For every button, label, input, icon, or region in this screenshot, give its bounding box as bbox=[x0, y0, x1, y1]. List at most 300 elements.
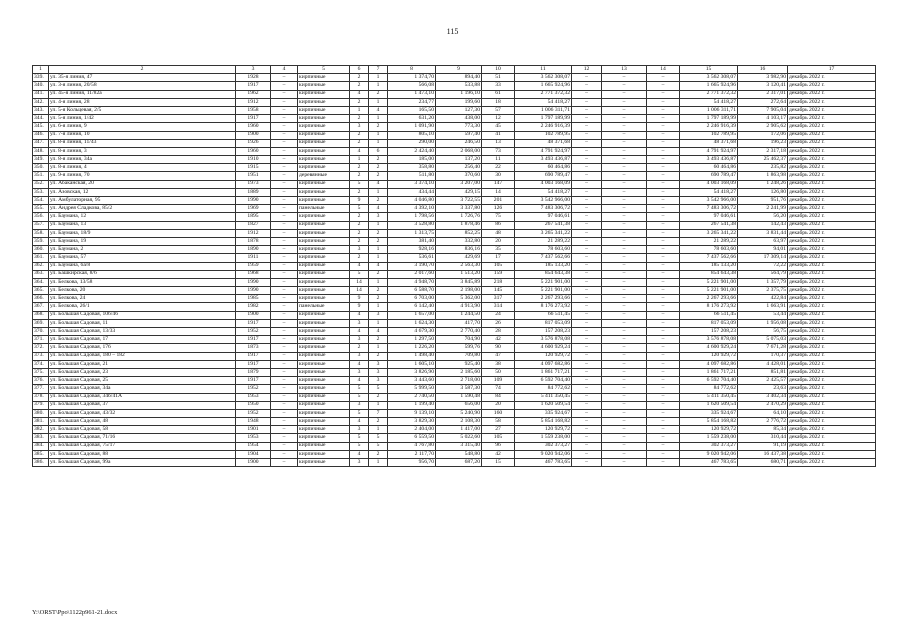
col-4-cell: – bbox=[271, 426, 298, 434]
row-number-cell: 346. bbox=[33, 131, 49, 139]
col-4-cell: – bbox=[271, 352, 298, 360]
total-area-cell: 3 528,80 bbox=[388, 221, 436, 229]
living-area-cell: 548,80 bbox=[436, 450, 482, 458]
wall-material-cell: кирпичные bbox=[298, 156, 350, 164]
entrances-cell: 2 bbox=[369, 237, 388, 245]
specific-cost-cell: 4 103,17 bbox=[738, 115, 788, 123]
deadline-cell: декабрь 2022 г. bbox=[788, 295, 876, 303]
cost-cell: 4 003 168,09 bbox=[515, 180, 572, 188]
cost-cell: 4 097 682,86 bbox=[515, 360, 572, 368]
address-cell: ул. 8-я линия, 34а bbox=[49, 156, 236, 164]
total-cost-cell: 2 246 916,39 bbox=[680, 123, 738, 131]
col-13-cell: – bbox=[602, 336, 647, 344]
cost-cell: 5 221 901,00 bbox=[515, 278, 572, 286]
col-13-cell: – bbox=[602, 401, 647, 409]
specific-cost-cell: 680,71 bbox=[738, 459, 788, 467]
floors-cell: 2 bbox=[350, 237, 369, 245]
year-built-cell: 1928 bbox=[236, 74, 271, 82]
total-area-cell: 2 404,00 bbox=[388, 426, 436, 434]
residents-cell: 14 bbox=[482, 188, 515, 196]
row-number-cell: 369. bbox=[33, 319, 49, 327]
entrances-cell: 2 bbox=[369, 164, 388, 172]
table-row bbox=[33, 147, 876, 155]
address-cell: ул. Большая Садовая, 17 bbox=[49, 336, 236, 344]
specific-cost-cell: 16 437,38 bbox=[738, 450, 788, 458]
address-cell: ул. Белкова, 20 bbox=[49, 287, 236, 295]
residents-cell: 11 bbox=[482, 156, 515, 164]
entrances-cell: 1 bbox=[369, 254, 388, 262]
floors-cell: 9 bbox=[350, 197, 369, 205]
total-area-cell: 1 313,75 bbox=[388, 229, 436, 237]
column-number: 16 bbox=[738, 66, 788, 74]
living-area-cell: 3 722,55 bbox=[436, 197, 482, 205]
total-cost-cell: 1 559 238,00 bbox=[680, 434, 738, 442]
col-13-cell: – bbox=[602, 156, 647, 164]
cost-cell: 48 371,68 bbox=[515, 139, 572, 147]
living-area-cell: 5 022,60 bbox=[436, 434, 482, 442]
col-4-cell: – bbox=[271, 213, 298, 221]
living-area-cell: 2 718,00 bbox=[436, 377, 482, 385]
living-area-cell: 2 770,40 bbox=[436, 328, 482, 336]
year-built-cell: 1953 bbox=[236, 434, 271, 442]
specific-cost-cell: 170,37 bbox=[738, 352, 788, 360]
living-area-cell: 3 207,00 bbox=[436, 180, 482, 188]
col-4-cell: – bbox=[271, 368, 298, 376]
specific-cost-cell: 422,84 bbox=[738, 295, 788, 303]
table-row bbox=[33, 213, 876, 221]
living-area-cell: 3 337,80 bbox=[436, 205, 482, 213]
deadline-cell: декабрь 2022 г. bbox=[788, 393, 876, 401]
row-number-cell: 380. bbox=[33, 409, 49, 417]
residents-cell: 50 bbox=[482, 368, 515, 376]
residents-cell: 314 bbox=[482, 303, 515, 311]
row-number-cell: 343. bbox=[33, 106, 49, 114]
row-number-cell: 386. bbox=[33, 459, 49, 467]
entrances-cell: 2 bbox=[369, 172, 388, 180]
wall-material-cell: кирпичные bbox=[298, 98, 350, 106]
cost-cell: 1 006 311,71 bbox=[515, 106, 572, 114]
total-cost-cell: 157 208,23 bbox=[680, 328, 738, 336]
wall-material-cell: кирпичные bbox=[298, 180, 350, 188]
deadline-cell: декабрь 2022 г. bbox=[788, 98, 876, 106]
col-13-cell: – bbox=[602, 418, 647, 426]
total-area-cell: 1 624,30 bbox=[388, 319, 436, 327]
col-12-cell: – bbox=[572, 90, 602, 98]
deadline-cell: декабрь 2022 г. bbox=[788, 287, 876, 295]
floors-cell: 9 bbox=[350, 303, 369, 311]
address-cell: ул. Большая Садовая, 58 bbox=[49, 426, 236, 434]
col-4-cell: – bbox=[271, 156, 298, 164]
total-area-cell: 1 798,56 bbox=[388, 213, 436, 221]
year-built-cell: 1889 bbox=[236, 188, 271, 196]
col-13-cell: – bbox=[602, 254, 647, 262]
column-number: 10 bbox=[482, 66, 515, 74]
total-cost-cell: 335 924,67 bbox=[680, 409, 738, 417]
table-row bbox=[33, 278, 876, 286]
table-row bbox=[33, 254, 876, 262]
total-area-cell: 1 374,70 bbox=[388, 74, 436, 82]
row-number-cell: 350. bbox=[33, 164, 49, 172]
total-area-cell: 1 226,20 bbox=[388, 344, 436, 352]
col-14-cell: – bbox=[647, 221, 680, 229]
specific-cost-cell: 3 831,44 bbox=[738, 229, 788, 237]
floors-cell: 3 bbox=[350, 459, 369, 467]
total-cost-cell: 5 221 901,00 bbox=[680, 287, 738, 295]
total-cost-cell: 78 603,60 bbox=[680, 246, 738, 254]
col-4-cell: – bbox=[271, 246, 298, 254]
col-14-cell: – bbox=[647, 237, 680, 245]
entrances-cell: 1 bbox=[369, 401, 388, 409]
entrances-cell: 1 bbox=[369, 278, 388, 286]
col-12-cell: – bbox=[572, 336, 602, 344]
entrances-cell: 5 bbox=[369, 434, 388, 442]
col-14-cell: – bbox=[647, 106, 680, 114]
cost-cell: 1 559 238,00 bbox=[515, 434, 572, 442]
wall-material-cell: кирпичные bbox=[298, 237, 350, 245]
total-cost-cell: 84 772,62 bbox=[680, 385, 738, 393]
col-13-cell: – bbox=[602, 442, 647, 450]
cost-cell: 2 246 916,39 bbox=[515, 123, 572, 131]
total-cost-cell: 467 783,65 bbox=[680, 459, 738, 467]
specific-cost-cell: 2 905,62 bbox=[738, 123, 788, 131]
specific-cost-cell: 5 075,03 bbox=[738, 336, 788, 344]
address-cell: ул. Большая Садовая, 34а bbox=[49, 385, 236, 393]
total-area-cell: 381,40 bbox=[388, 237, 436, 245]
deadline-cell: декабрь 2022 г. bbox=[788, 360, 876, 368]
residents-cell: 317 bbox=[482, 295, 515, 303]
entrances-cell: 1 bbox=[369, 115, 388, 123]
cost-cell: 78 603,60 bbox=[515, 246, 572, 254]
col-4-cell: – bbox=[271, 147, 298, 155]
cost-cell: 2 267 293,66 bbox=[515, 295, 572, 303]
row-number-cell: 372. bbox=[33, 344, 49, 352]
wall-material-cell: кирпичные bbox=[298, 197, 350, 205]
table-row bbox=[33, 352, 876, 360]
row-number-cell: 381. bbox=[33, 418, 49, 426]
deadline-cell: декабрь 2022 г. bbox=[788, 385, 876, 393]
living-area-cell: 2 108,30 bbox=[436, 418, 482, 426]
total-area-cell: 4 948,70 bbox=[388, 278, 436, 286]
wall-material-cell: кирпичные bbox=[298, 246, 350, 254]
deadline-cell: декабрь 2022 г. bbox=[788, 156, 876, 164]
specific-cost-cell: 56,75 bbox=[738, 328, 788, 336]
specific-cost-cell: 951,76 bbox=[738, 197, 788, 205]
entrances-cell: 2 bbox=[369, 336, 388, 344]
living-area-cell: 894,40 bbox=[436, 74, 482, 82]
living-area-cell: 3 315,40 bbox=[436, 442, 482, 450]
cost-cell: 54 418,27 bbox=[515, 98, 572, 106]
col-13-cell: – bbox=[602, 328, 647, 336]
col-14-cell: – bbox=[647, 434, 680, 442]
table-row bbox=[33, 82, 876, 90]
floors-cell: 2 bbox=[350, 98, 369, 106]
total-cost-cell: 120 929,72 bbox=[680, 352, 738, 360]
living-area-cell: 2 068,00 bbox=[436, 147, 482, 155]
residents-cell: 159 bbox=[482, 270, 515, 278]
col-13-cell: – bbox=[602, 221, 647, 229]
cost-cell: 690 789,47 bbox=[515, 172, 572, 180]
residents-cell: 17 bbox=[482, 254, 515, 262]
specific-cost-cell: 310,44 bbox=[738, 434, 788, 442]
entrances-cell: 1 bbox=[369, 221, 388, 229]
wall-material-cell: кирпичные bbox=[298, 459, 350, 467]
row-number-cell: 384. bbox=[33, 442, 49, 450]
entrances-cell: 1 bbox=[369, 188, 388, 196]
residents-cell: 26 bbox=[482, 319, 515, 327]
total-area-cell: 6 142,40 bbox=[388, 303, 436, 311]
col-4-cell: – bbox=[271, 90, 298, 98]
col-14-cell: – bbox=[647, 229, 680, 237]
specific-cost-cell: 64,10 bbox=[738, 409, 788, 417]
floors-cell: 3 bbox=[350, 401, 369, 409]
row-number-cell: 354. bbox=[33, 197, 49, 205]
floors-cell: 2 bbox=[350, 82, 369, 90]
total-cost-cell: 1 797 189,99 bbox=[680, 115, 738, 123]
table-row bbox=[33, 164, 876, 172]
total-cost-cell: 4 791 924,97 bbox=[680, 147, 738, 155]
specific-cost-cell: 172,06 bbox=[738, 131, 788, 139]
table-row bbox=[33, 360, 876, 368]
wall-material-cell: кирпичные bbox=[298, 393, 350, 401]
row-number-cell: 357. bbox=[33, 221, 49, 229]
entrances-cell: 3 bbox=[369, 360, 388, 368]
wall-material-cell: кирпичные bbox=[298, 319, 350, 327]
total-area-cell: 4 767,80 bbox=[388, 442, 436, 450]
total-cost-cell: 48 371,68 bbox=[680, 139, 738, 147]
cost-cell: 4 791 924,97 bbox=[515, 147, 572, 155]
row-number-cell: 349. bbox=[33, 156, 49, 164]
address-cell: ул. Большая Садовая, 180 – 182 bbox=[49, 352, 236, 360]
cost-cell: 5 411 350,45 bbox=[515, 393, 572, 401]
col-4-cell: – bbox=[271, 303, 298, 311]
cost-cell: 854 643,38 bbox=[515, 270, 572, 278]
col-13-cell: – bbox=[602, 180, 647, 188]
floors-cell: 4 bbox=[350, 418, 369, 426]
table-row bbox=[33, 393, 876, 401]
col-14-cell: – bbox=[647, 139, 680, 147]
address-cell: ул. Большая Садовая, 48 bbox=[49, 418, 236, 426]
floors-cell: 3 bbox=[350, 123, 369, 131]
col-12-cell: – bbox=[572, 82, 602, 90]
column-number: 1 bbox=[33, 66, 49, 74]
specific-cost-cell: 17 309,14 bbox=[738, 254, 788, 262]
address-cell: ул. 3-я линия, 20/58 bbox=[49, 82, 236, 90]
col-14-cell: – bbox=[647, 131, 680, 139]
entrances-cell: 4 bbox=[369, 205, 388, 213]
col-14-cell: – bbox=[647, 188, 680, 196]
residents-cell: 160 bbox=[482, 409, 515, 417]
floors-cell: 5 bbox=[350, 393, 369, 401]
floors-cell: 2 bbox=[350, 139, 369, 147]
entrances-cell: 1 bbox=[369, 319, 388, 327]
col-12-cell: – bbox=[572, 442, 602, 450]
col-14-cell: – bbox=[647, 74, 680, 82]
residents-cell: 35 bbox=[482, 246, 515, 254]
deadline-cell: декабрь 2022 г. bbox=[788, 221, 876, 229]
living-area-cell: 246,50 bbox=[436, 139, 482, 147]
address-cell: ул. Амбулаторная, 95 bbox=[49, 197, 236, 205]
cost-cell: 6 592 704,40 bbox=[515, 377, 572, 385]
cost-cell: 3 542 966,00 bbox=[515, 197, 572, 205]
wall-material-cell: деревянные bbox=[298, 172, 350, 180]
col-12-cell: – bbox=[572, 328, 602, 336]
residents-cell: 75 bbox=[482, 213, 515, 221]
total-cost-cell: 4 003 168,09 bbox=[680, 180, 738, 188]
specific-cost-cell: 272,64 bbox=[738, 98, 788, 106]
deadline-cell: декабрь 2022 г. bbox=[788, 303, 876, 311]
residents-cell: 47 bbox=[482, 352, 515, 360]
total-cost-cell: 854 643,38 bbox=[680, 270, 738, 278]
col-13-cell: – bbox=[602, 237, 647, 245]
entrances-cell: 6 bbox=[369, 147, 388, 155]
col-12-cell: – bbox=[572, 418, 602, 426]
address-cell: ул. Абаканская, 20 bbox=[49, 180, 236, 188]
table-row bbox=[33, 229, 876, 237]
col-13-cell: – bbox=[602, 205, 647, 213]
cost-cell: 7 483 306,72 bbox=[515, 205, 572, 213]
total-area-cell: 4 392,10 bbox=[388, 205, 436, 213]
total-area-cell: 234,77 bbox=[388, 98, 436, 106]
col-12-cell: – bbox=[572, 385, 602, 393]
address-cell: ул. Большая Садовая, 88 bbox=[49, 450, 236, 458]
year-built-cell: 1968 bbox=[236, 270, 271, 278]
table-row bbox=[33, 172, 876, 180]
row-number-cell: 385. bbox=[33, 450, 49, 458]
living-area-cell: 2 185,60 bbox=[436, 368, 482, 376]
col-12-cell: – bbox=[572, 164, 602, 172]
cost-cell: 335 924,67 bbox=[515, 409, 572, 417]
col-13-cell: – bbox=[602, 74, 647, 82]
year-built-cell: 1959 bbox=[236, 262, 271, 270]
deadline-cell: декабрь 2022 г. bbox=[788, 180, 876, 188]
col-14-cell: – bbox=[647, 368, 680, 376]
residents-cell: 12 bbox=[482, 115, 515, 123]
floors-cell: 2 bbox=[350, 229, 369, 237]
residents-cell: 201 bbox=[482, 197, 515, 205]
entrances-cell: 2 bbox=[369, 123, 388, 131]
living-area-cell: 597,40 bbox=[436, 131, 482, 139]
address-cell: ул. Большая Садовая, 25 bbox=[49, 377, 236, 385]
col-12-cell: – bbox=[572, 270, 602, 278]
cost-cell: 185 133,20 bbox=[515, 262, 572, 270]
specific-cost-cell: 25 462,37 bbox=[738, 156, 788, 164]
col-14-cell: – bbox=[647, 450, 680, 458]
total-cost-cell: 3 542 966,00 bbox=[680, 197, 738, 205]
residents-cell: 18 bbox=[482, 98, 515, 106]
deadline-cell: декабрь 2022 г. bbox=[788, 139, 876, 147]
address-cell: ул. Белкова, 24 bbox=[49, 295, 236, 303]
living-area-cell: 925,40 bbox=[436, 360, 482, 368]
total-area-cell: 2 424,40 bbox=[388, 147, 436, 155]
deadline-cell: декабрь 2022 г. bbox=[788, 426, 876, 434]
col-4-cell: – bbox=[271, 229, 298, 237]
address-cell: ул. 4-я линия, 28 bbox=[49, 98, 236, 106]
deadline-cell: декабрь 2022 г. bbox=[788, 254, 876, 262]
address-cell: ул. Баумана, 2 bbox=[49, 246, 236, 254]
cost-cell: 2 771 372,32 bbox=[515, 90, 572, 98]
deadline-cell: декабрь 2022 г. bbox=[788, 246, 876, 254]
residents-cell: 15 bbox=[482, 459, 515, 467]
total-area-cell: 1 199,40 bbox=[388, 401, 436, 409]
residents-cell: 218 bbox=[482, 278, 515, 286]
living-area-cell: 3 845,89 bbox=[436, 278, 482, 286]
total-area-cell: 290,00 bbox=[388, 139, 436, 147]
address-cell: ул. Большая Садовая, 11 bbox=[49, 319, 236, 327]
total-area-cell: 6 559,50 bbox=[388, 434, 436, 442]
floors-cell: 4 bbox=[350, 360, 369, 368]
cost-cell: 1 620 509,54 bbox=[515, 401, 572, 409]
address-cell: ул. Белкова, 26/1 bbox=[49, 303, 236, 311]
floors-cell: 5 bbox=[350, 270, 369, 278]
column-number: 3 bbox=[236, 66, 271, 74]
col-13-cell: – bbox=[602, 385, 647, 393]
specific-cost-cell: 1 956,08 bbox=[738, 319, 788, 327]
col-13-cell: – bbox=[602, 319, 647, 327]
table-row bbox=[33, 205, 876, 213]
residents-cell: 27 bbox=[482, 426, 515, 434]
residents-cell: 105 bbox=[482, 262, 515, 270]
floors-cell: 5 bbox=[350, 442, 369, 450]
col-12-cell: – bbox=[572, 459, 602, 467]
table-row bbox=[33, 90, 876, 98]
col-12-cell: – bbox=[572, 237, 602, 245]
residents-cell: 51 bbox=[482, 74, 515, 82]
row-number-cell: 344. bbox=[33, 115, 49, 123]
specific-cost-cell: 2 375,75 bbox=[738, 287, 788, 295]
living-area-cell: 1 513,20 bbox=[436, 270, 482, 278]
year-built-cell: 1895 bbox=[236, 213, 271, 221]
year-built-cell: 1900 bbox=[236, 311, 271, 319]
col-14-cell: – bbox=[647, 123, 680, 131]
col-12-cell: – bbox=[572, 147, 602, 155]
table-row bbox=[33, 450, 876, 458]
total-area-cell: 631,20 bbox=[388, 115, 436, 123]
col-12-cell: – bbox=[572, 319, 602, 327]
column-number: 17 bbox=[788, 66, 876, 74]
year-built-cell: 1904 bbox=[236, 450, 271, 458]
row-number-cell: 379. bbox=[33, 401, 49, 409]
living-area-cell: 1 878,46 bbox=[436, 221, 482, 229]
residents-cell: 42 bbox=[482, 336, 515, 344]
cost-cell: 157 208,23 bbox=[515, 328, 572, 336]
row-number-cell: 341. bbox=[33, 90, 49, 98]
living-area-cell: 429,69 bbox=[436, 254, 482, 262]
total-cost-cell: 817 053,09 bbox=[680, 319, 738, 327]
entrances-cell: 1 bbox=[369, 98, 388, 106]
total-cost-cell: 2 267 293,66 bbox=[680, 295, 738, 303]
col-13-cell: – bbox=[602, 377, 647, 385]
table-row bbox=[33, 221, 876, 229]
deadline-cell: декабрь 2022 г. bbox=[788, 278, 876, 286]
col-13-cell: – bbox=[602, 106, 647, 114]
row-number-cell: 383. bbox=[33, 434, 49, 442]
total-cost-cell: 690 789,47 bbox=[680, 172, 738, 180]
address-cell: ул. Белкова, 13/58 bbox=[49, 278, 236, 286]
row-number-cell: 366. bbox=[33, 295, 49, 303]
row-number-cell: 363. bbox=[33, 270, 49, 278]
wall-material-cell: кирпичные bbox=[298, 344, 350, 352]
specific-cost-cell: 7 905,04 bbox=[738, 106, 788, 114]
entrances-cell: 2 bbox=[369, 418, 388, 426]
deadline-cell: декабрь 2022 г. bbox=[788, 401, 876, 409]
total-cost-cell: 54 418,27 bbox=[680, 188, 738, 196]
floors-cell: 3 bbox=[350, 319, 369, 327]
living-area-cell: 199,60 bbox=[436, 98, 482, 106]
total-cost-cell: 5 854 168,82 bbox=[680, 418, 738, 426]
table-row bbox=[33, 319, 876, 327]
entrances-cell: 1 bbox=[369, 131, 388, 139]
col-4-cell: – bbox=[271, 360, 298, 368]
